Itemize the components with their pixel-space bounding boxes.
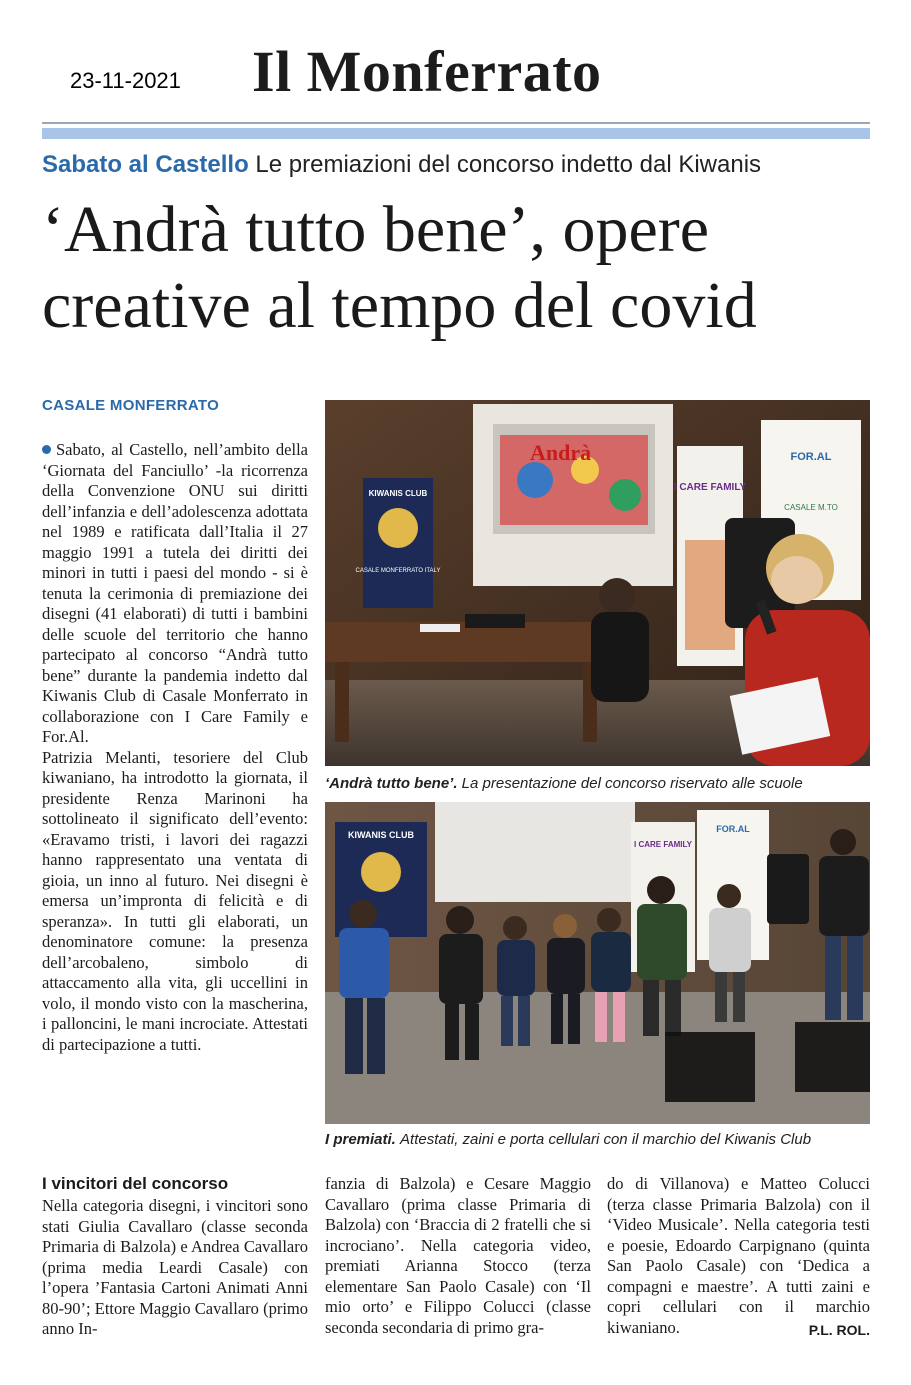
issue-date: 23-11-2021 bbox=[70, 68, 181, 93]
bullet-icon bbox=[42, 445, 51, 454]
banner-foral-sub: CASALE M.TO bbox=[784, 503, 838, 512]
winners-col-3-text: do di Villanova) e Matteo Colucci (terza classe Primaria Balzola) con il ‘Video Musicale’. Nella categoria testi e poesie, Edoardo Carpignano (quinta San Paolo Casale) con ‘Dedica a compagni e maestre’. A tutti zaini e copri cellulari con il marchio kiwaniano. bbox=[607, 1174, 870, 1337]
winners-subhead: I vincitori del concorso bbox=[42, 1174, 229, 1193]
article-body bbox=[42, 440, 308, 1055]
headline-line-1: ‘Andrà tutto bene’, opere bbox=[42, 193, 710, 266]
paragraph-quote: Patrizia Melanti, tesoriere del Club kiwaniano, ha introdotto la giornata, il presidente Renza Marinoni ha sottolineato il significato dell’evento: «Eravamo tristi, i lavori dei ragazzi hanno rappresentato una ventata di gioia, un inno al futuro. Nei disegni è emersa un’impronta di felicità e di speranza». In tutti gli elaborati, un denominatore comune: la presenza dell’arcobaleno, simbolo di attaccamento alla vita, gli uccellini in volo, il mondo visto con la mascherina, i palloncini, le mani incrociate. Attestati di partecipazione a tutti. bbox=[42, 747, 308, 1054]
banner-foral-text: FOR.AL bbox=[790, 451, 832, 463]
banner-icare-text: I CARE FAMILY bbox=[673, 482, 747, 493]
kicker-label: Sabato al Castello bbox=[42, 151, 249, 178]
banner-kiwanis-text-2: KIWANIS CLUB bbox=[348, 830, 414, 840]
photo-presentation bbox=[325, 400, 870, 766]
banner-icare-text-2: I CARE FAMILY bbox=[634, 840, 692, 849]
header-divider bbox=[42, 122, 870, 124]
photo-winners-caption bbox=[325, 1131, 811, 1148]
headline-line-2: creative al tempo del covid bbox=[42, 269, 757, 342]
banner-kiwanis-sub: CASALE MONFERRATO ITALY bbox=[355, 568, 441, 574]
winners-col-3 bbox=[607, 1174, 870, 1340]
masthead: Il Monferrato bbox=[252, 39, 602, 104]
banner-kiwanis-text: KIWANIS CLUB bbox=[368, 489, 428, 498]
screen-text: Andrà bbox=[530, 440, 592, 465]
kicker bbox=[42, 151, 761, 179]
caption-1-bold: ‘Andrà tutto bene’. bbox=[325, 775, 458, 792]
winners-col-2: fanzia di Balzola) e Cesare Maggio Cavallaro (prima classe Primaria di Balzola) con ‘Braccia di 2 fratelli che si incrociano’. Nella categoria video, premiati Arianna Stocco (terza elementare San Paolo Casale) con ‘Il mio orto’ e Filippo Colucci (classe seconda secondaria di primo gra- bbox=[325, 1174, 591, 1337]
paragraph-intro-text: Sabato, al Castello, nell’ambito della ‘Giornata del Fanciullo’ -la ricorrenza della Convenzione ONU sui diritti dell’infanzia e dell’adolescenza adottata nel 1989 e ratificata dall’Italia il 27 maggio 1991 a tutela dei diritti dei minori in tutti i paesi del mondo - si è tenuta la cerimonia di premiazione dei disegni (41 elaborati) di tutti i bambini delle scuole del territorio che hanno partecipato al concorso “Andrà tutto bene” durante la pandemia indetto dal Kiwanis Club di Casale Monferrato in collaborazione con I Care Family e For.Al. bbox=[42, 440, 308, 746]
caption-2-text: Attestati, zaini e porta cellulari con il marchio del Kiwanis Club bbox=[400, 1131, 812, 1148]
dateline: CASALE MONFERRATO bbox=[42, 397, 220, 414]
winners-col-1: Nella categoria disegni, i vincitori sono stati Giulia Cavallaro (classe seconda Primaria di Balzola) e Andrea Cavallaro (prima media Leardi Casale) con l’opera ’Fantasia Cartoni Animati Anni 80-90’; Ettore Maggio Cavallaro (primo anno In- bbox=[42, 1196, 308, 1338]
kicker-text: Le premiazioni del concorso indetto dal Kiwanis bbox=[255, 151, 762, 178]
caption-1-text: La presentazione del concorso riservato alle scuole bbox=[461, 775, 803, 792]
section-band bbox=[42, 128, 870, 139]
paragraph-intro bbox=[42, 440, 308, 748]
photo-presentation-image bbox=[325, 400, 870, 766]
photo-presentation-caption bbox=[325, 775, 803, 792]
photo-winners bbox=[325, 802, 870, 1124]
caption-2-bold: I premiati. bbox=[325, 1131, 396, 1148]
author-signature: P.L. ROL. bbox=[808, 1321, 870, 1338]
photo-winners-image bbox=[325, 802, 870, 1124]
banner-foral-text-2: FOR.AL bbox=[716, 824, 750, 834]
headline bbox=[42, 192, 882, 344]
